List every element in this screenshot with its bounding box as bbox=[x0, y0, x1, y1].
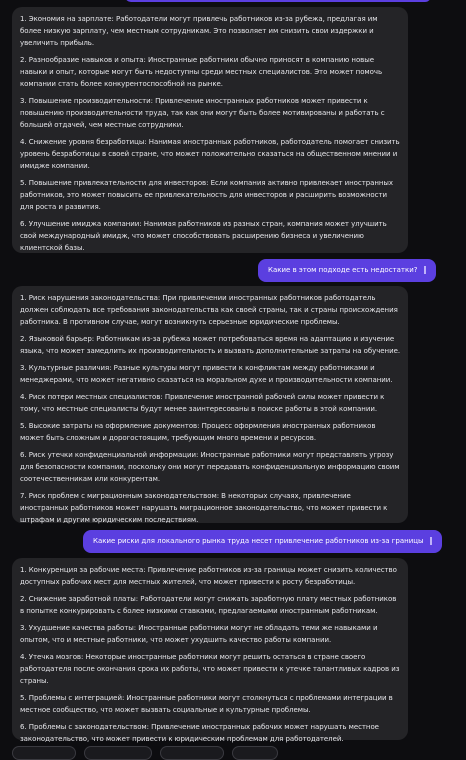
list-item: 1. Риск нарушения законодательства: При привлечении иностранных работников работодатель должен соблюдать все требования законодательства как своей страны, так и страны происхождения работника. В противном случае, могут возникнуть серьезные юридические проблемы. bbox=[20, 294, 398, 326]
list-item: 1. Экономия на зарплате: Работодатели могут привлечь работников из-за рубежа, предлагая им более низкую зарплату, чем местным сотрудникам. Это позволяет им снизить свои издержки и увеличить прибыль. bbox=[20, 15, 378, 47]
list-item: 7. Риск проблем с миграционным законодательством: В некоторых случаях, привлечение иностранных работников может нарушать миграционное законодательство, что может привести к штрафам и другим юридическим последствиям. bbox=[20, 492, 388, 524]
list-item: 2. Снижение заработной платы: Работодатели могут снижать заработную плату местных работников в попытке конкурировать с более низкими ставками, предлагаемыми иностранным работникам. bbox=[20, 595, 397, 615]
assistant-message bbox=[12, 558, 408, 743]
suggestion-chips bbox=[12, 746, 278, 760]
list-item: 6. Улучшение имиджа компании: Нанимая работников из разных стран, компания может улучшить свой международный имидж, что может способствовать расширению бизнеса и увеличению клиентской базы. bbox=[20, 220, 387, 252]
user-message bbox=[83, 530, 442, 553]
list-item: 3. Культурные различия: Разные культуры могут привести к конфликтам между работниками и менеджерами, что может негативно сказаться на моральном духе и производительности компании. bbox=[20, 364, 393, 384]
list-item: 2. Разнообразие навыков и опыта: Иностранные работники обычно приносят в компанию новые навыки и опыт, которые могут быть недоступны среди местных специалистов. Это может помочь компании стать более конкурентоспособной на рынке. bbox=[20, 56, 383, 88]
assistant-message bbox=[12, 7, 408, 253]
list-item: 5. Проблемы с интеграцией: Иностранные работники могут столкнуться с проблемами интеграции в местное сообщество, что может вызвать социальные и культурные проблемы. bbox=[20, 694, 393, 714]
list-item: 5. Высокие затраты на оформление документов: Процесс оформления иностранных работников может быть сложным и дорогостоящим, требующим много времени и ресурсов. bbox=[20, 422, 376, 442]
suggestion-chip[interactable] bbox=[84, 746, 152, 760]
list-item: 2. Языковой барьер: Работникам из-за рубежа может потребоваться время на адаптацию и изучение языка, что может замедлить их производительность и вызвать дополнительные затраты на обучение. bbox=[20, 335, 401, 355]
list-item: 3. Повышение производительности: Привлечение иностранных работников может привести к повышению производительности труда, так как они могут быть более мотивированы и работать с большей отдачей, чем местные сотрудники. bbox=[20, 97, 385, 129]
user-message bbox=[258, 259, 436, 282]
list-item: 5. Повышение привлекательности для инвесторов: Если компания активно привлекает иностранных работников, это может повысить ее привлекательность для инвесторов и расширить возможности для роста и развития. bbox=[20, 179, 393, 211]
previous-message-edge bbox=[125, 0, 431, 2]
list-item: 3. Ухудшение качества работы: Иностранные работники могут не обладать теми же навыками и опытом, что и местные работники, что может ухудшить качество работы компании. bbox=[20, 624, 378, 644]
list-item: 1. Конкуренция за рабочие места: Привлечение работников из-за границы может снизить количество доступных рабочих мест для местных жителей, что может привести к росту безработицы. bbox=[20, 566, 397, 586]
list-item: 4. Утечка мозгов: Некоторые иностранные работники могут решить остаться в стране своего работодателя после окончания срока их работы, что может привести к утечке талантливых кадров из страны. bbox=[20, 653, 400, 685]
suggestion-chip[interactable] bbox=[232, 746, 278, 760]
suggestion-chip[interactable] bbox=[160, 746, 224, 760]
list-item: 6. Проблемы с законодательством: Привлечение иностранных рабочих может нарушать местное законодательство, что может привести к юридическим проблемам для работодателей. bbox=[20, 723, 379, 743]
user-message-text: Какие в этом подходе есть недостатки? bbox=[268, 266, 418, 274]
cursor-icon bbox=[424, 266, 426, 274]
list-item: 4. Риск потери местных специалистов: Привлечение иностранной рабочей силы может привести к тому, что местные специалисты будут менее заинтересованы в поиске работы в этой компании. bbox=[20, 393, 385, 413]
cursor-icon bbox=[430, 537, 432, 545]
user-message-text: Какие риски для локального рынка труда несет привлечение работников из-за границы bbox=[93, 537, 424, 545]
suggestion-chip[interactable] bbox=[12, 746, 76, 760]
list-item: 4. Снижение уровня безработицы: Нанимая иностранных работников, работодатель помогает снизить уровень безработицы в своей стране, что может положительно сказаться на общественном мнении и имидже компании. bbox=[20, 138, 400, 170]
list-item: 6. Риск утечки конфиденциальной информации: Иностранные работники могут представлять угрозу для безопасности компании, поскольку они могут передавать конфиденциальную информацию своим соотечественникам или конкурентам. bbox=[20, 451, 400, 483]
assistant-message bbox=[12, 286, 408, 523]
